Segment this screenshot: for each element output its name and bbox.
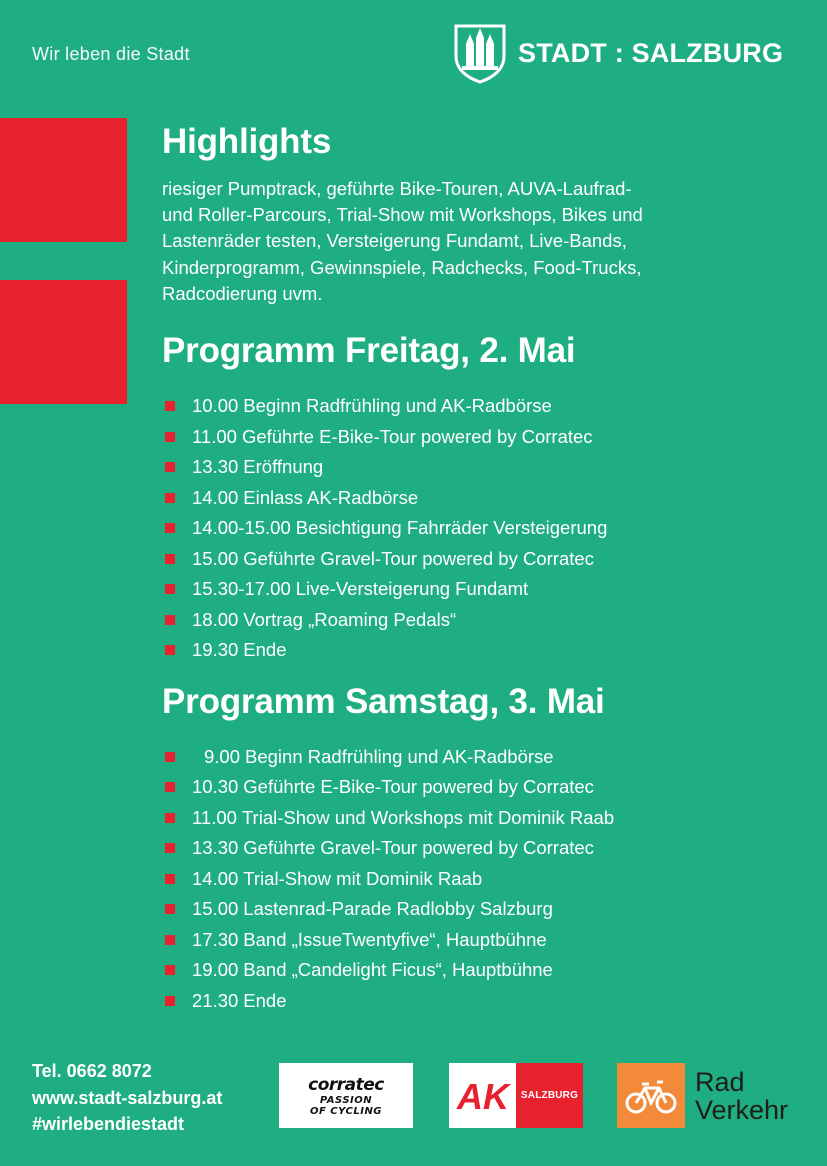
stadt-salzburg-logo[interactable] — [452, 22, 783, 84]
schedule-time: 15.00 — [192, 898, 239, 920]
schedule-time: 17.30 — [192, 928, 239, 950]
corratec-slogan-line: OF CYCLING — [309, 1105, 383, 1117]
ak-label: AK — [456, 1075, 509, 1116]
schedule-time: 18.00 — [192, 608, 239, 630]
ak-icon — [455, 1076, 511, 1116]
schedule-text: Ende — [243, 639, 287, 661]
schedule-time: 9.00 — [204, 745, 241, 767]
schedule-item — [162, 742, 782, 773]
schedule-text: Eröffnung — [243, 456, 324, 478]
schedule-time: 11.00 — [192, 806, 237, 828]
corratec-brand: corratec — [308, 1074, 384, 1095]
phone-number[interactable]: Tel. 0662 8072 — [32, 1061, 152, 1081]
friday-program-title: Programm Freitag, 2. Mai — [162, 331, 576, 371]
schedule-time: 15.00 — [192, 547, 239, 569]
highlights-title: Highlights — [162, 122, 332, 161]
highlights-line: Lastenräder testen, Versteigerung Fundamt, Live-Bands, — [162, 230, 627, 252]
ak-region: SALZBURG — [516, 1063, 583, 1128]
ak-mark — [449, 1063, 516, 1128]
schedule-item — [162, 452, 782, 483]
schedule-item — [162, 391, 782, 422]
schedule-item — [162, 574, 782, 605]
schedule-item — [162, 422, 782, 453]
schedule-text: Band „IssueTwentyfive“, Hauptbühne — [243, 928, 547, 950]
saturday-program-title: Programm Samstag, 3. Mai — [162, 681, 605, 721]
tagline: Wir leben die Stadt — [32, 44, 190, 64]
schedule-time: 21.30 — [192, 989, 239, 1011]
highlights-line: Radcodierung uvm. — [162, 282, 323, 304]
schedule-item — [162, 544, 782, 575]
schedule-text: Geführte E-Bike-Tour powered by Corratec — [243, 776, 594, 798]
schedule-text: Geführte Gravel-Tour powered by Corratec — [243, 547, 594, 569]
schedule-time: 15.30-17.00 — [192, 578, 291, 600]
highlights-line: Kinderprogramm, Gewinnspiele, Radchecks, Food-Trucks, — [162, 256, 642, 278]
schedule-text: Trial-Show mit Dominik Raab — [243, 867, 483, 889]
schedule-text: Beginn Radfrühling und AK-Radbörse — [243, 395, 552, 417]
schedule-text: Trial-Show und Workshops mit Dominik Raab — [241, 806, 615, 828]
corratec-slogan — [310, 1095, 382, 1117]
schedule-text: Band „Candelight Ficus“, Hauptbühne — [243, 959, 553, 981]
schedule-item — [162, 925, 782, 956]
schedule-item — [162, 513, 782, 544]
schedule-text: Einlass AK-Radbörse — [243, 486, 419, 508]
bicycle-icon — [623, 1076, 679, 1116]
red-accent-block-bottom — [0, 280, 127, 404]
main-content — [162, 120, 782, 1030]
friday-schedule — [162, 391, 782, 666]
schedule-time: 11.00 — [192, 425, 237, 447]
radverkehr-text — [695, 1068, 788, 1124]
schedule-item — [162, 894, 782, 925]
schedule-text: Live-Versteigerung Fundamt — [295, 578, 529, 600]
saturday-schedule — [162, 742, 782, 1017]
ak-salzburg-logo[interactable] — [449, 1063, 583, 1128]
schedule-time: 14.00-15.00 — [192, 517, 291, 539]
schedule-time: 14.00 — [192, 486, 239, 508]
schedule-item — [162, 605, 782, 636]
logo-text: STADT : SALZBURG — [518, 37, 784, 68]
radverkehr-line: Rad — [695, 1066, 745, 1097]
schedule-time: 10.00 — [192, 395, 239, 417]
schedule-time: 19.00 — [192, 959, 239, 981]
schedule-item — [162, 986, 782, 1017]
schedule-time: 13.30 — [192, 837, 239, 859]
schedule-item — [162, 803, 782, 834]
schedule-item — [162, 772, 782, 803]
schedule-text: Vortrag „Roaming Pedals“ — [243, 608, 457, 630]
schedule-time: 13.30 — [192, 456, 239, 478]
radverkehr-mark — [617, 1063, 685, 1128]
city-crest-icon — [452, 22, 508, 84]
schedule-text: Geführte E-Bike-Tour powered by Corratec — [241, 425, 593, 447]
schedule-time: 10.30 — [192, 776, 239, 798]
corratec-logo[interactable] — [279, 1063, 413, 1128]
schedule-item — [162, 635, 782, 666]
schedule-text: Geführte Gravel-Tour powered by Corratec — [243, 837, 594, 859]
schedule-text: Ende — [243, 989, 287, 1011]
footer-contact — [32, 1058, 222, 1138]
schedule-item — [162, 955, 782, 986]
schedule-text: Besichtigung Fahrräder Versteigerung — [295, 517, 608, 539]
radverkehr-logo[interactable] — [617, 1063, 807, 1128]
schedule-item — [162, 833, 782, 864]
schedule-time: 19.30 — [192, 639, 239, 661]
schedule-text: Beginn Radfrühling und AK-Radbörse — [245, 745, 554, 767]
website-link[interactable]: www.stadt-salzburg.at — [32, 1087, 223, 1108]
highlights-line: und Roller-Parcours, Trial-Show mit Workshops, Bikes und — [162, 204, 643, 226]
corratec-slogan-line: PASSION — [319, 1094, 373, 1106]
radverkehr-line: Verkehr — [695, 1094, 789, 1125]
schedule-time: 14.00 — [192, 867, 239, 889]
schedule-text: Lastenrad-Parade Radlobby Salzburg — [243, 898, 553, 920]
schedule-item — [162, 864, 782, 895]
highlights-text — [162, 176, 782, 307]
schedule-item — [162, 483, 782, 514]
red-accent-block-top — [0, 118, 127, 242]
hashtag: #wirlebendiestadt — [32, 1114, 185, 1134]
highlights-line: riesiger Pumptrack, geführte Bike-Touren, AUVA-Laufrad- — [162, 178, 632, 199]
